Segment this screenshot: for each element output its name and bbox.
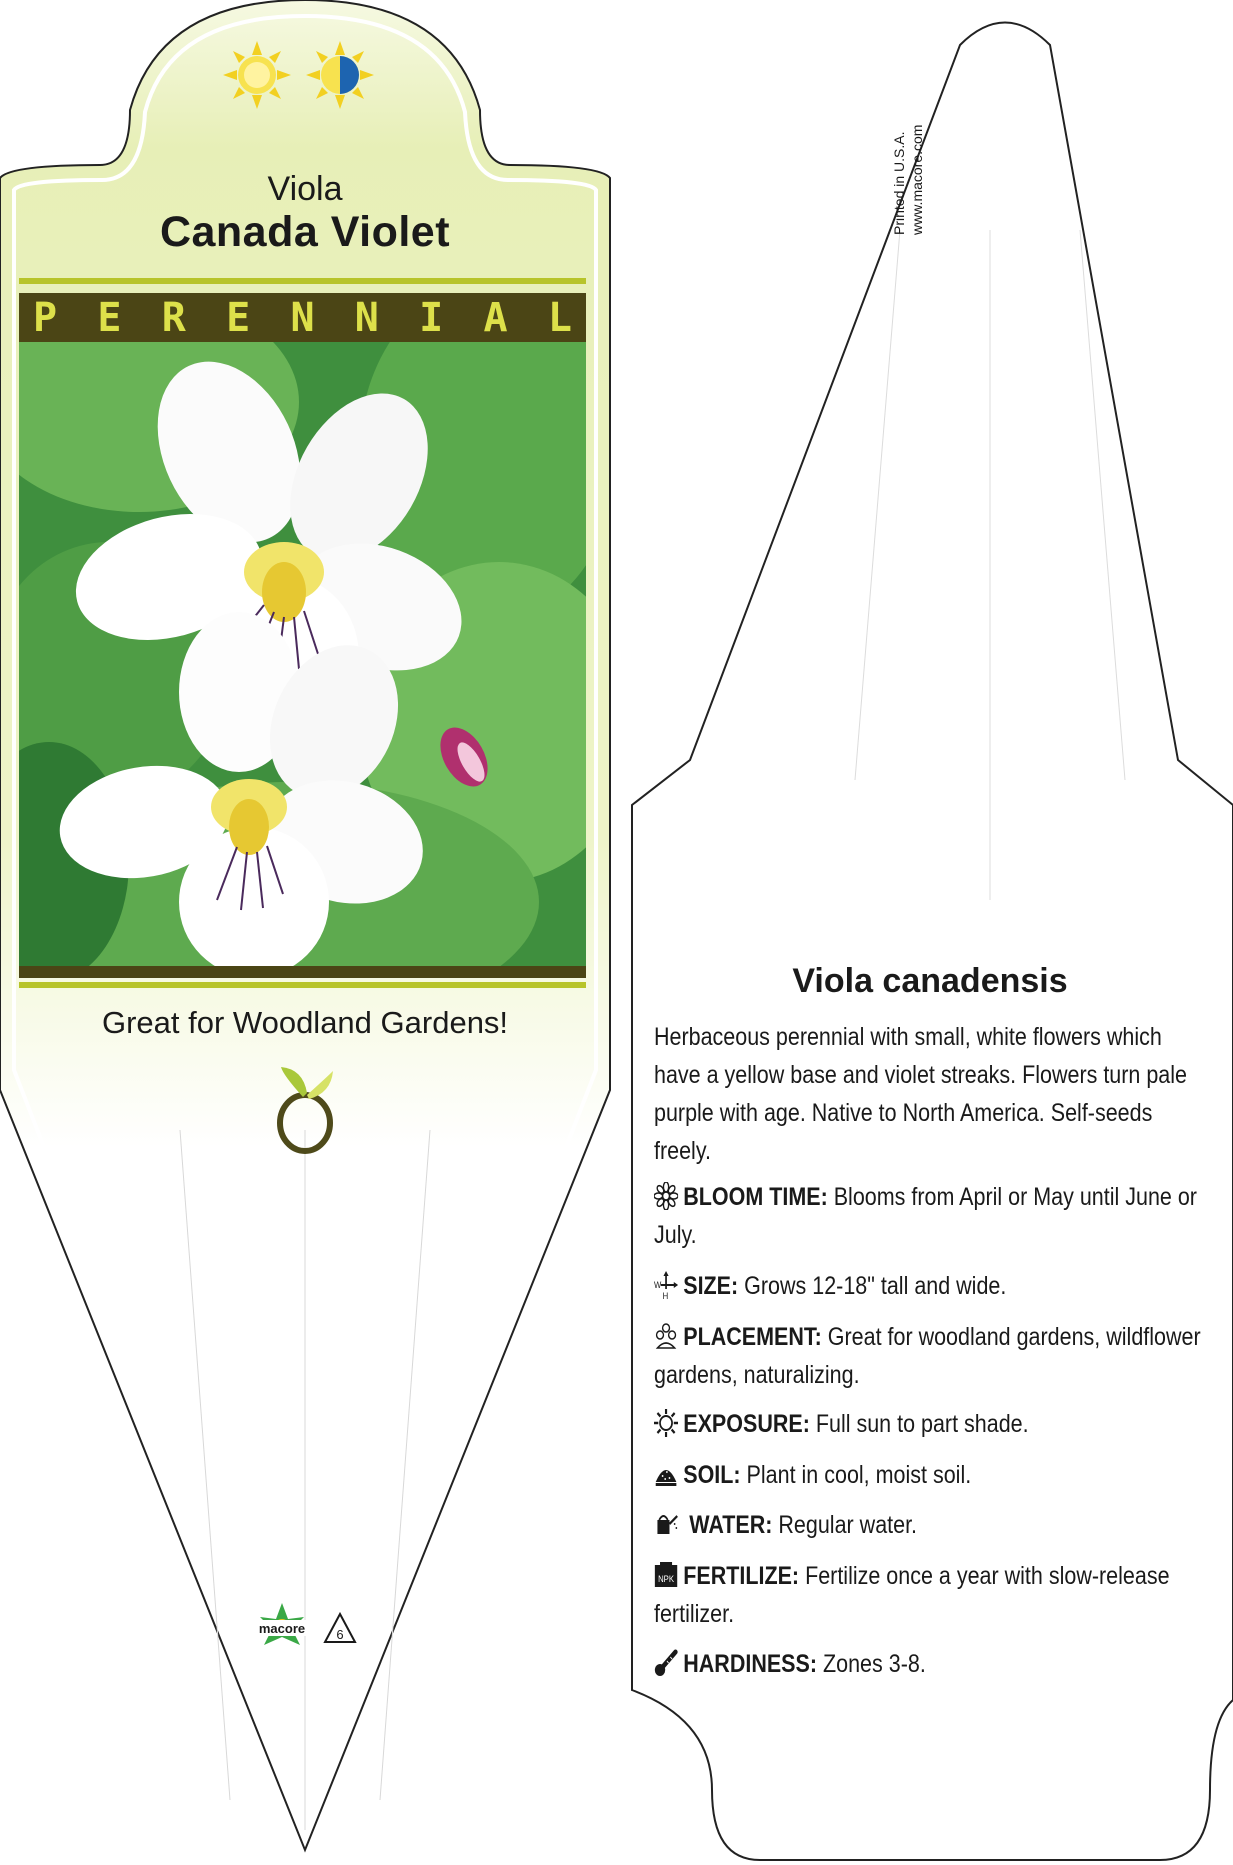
detail-soil [654, 1456, 1213, 1494]
scientific-name: Viola canadensis [792, 962, 1068, 1000]
detail-label: HARDINESS: [683, 1650, 818, 1678]
thermometer-icon [654, 1649, 678, 1677]
brand-text: macore [258, 1621, 306, 1636]
detail-hardiness [654, 1645, 1213, 1683]
printed-in: Printed in U.S.A. [891, 131, 907, 235]
recycle-icon [325, 1614, 355, 1642]
plant-photo [19, 342, 586, 966]
website: www.macore.com [909, 124, 925, 235]
macore-logo [240, 1600, 360, 1660]
band-letter: A [483, 294, 508, 341]
detail-label: PLACEMENT: [683, 1323, 822, 1351]
detail-size [654, 1267, 1213, 1305]
size-w-label: W [654, 1279, 662, 1291]
detail-text: Full sun to part shade. [809, 1410, 1029, 1438]
genus-name: Viola [267, 170, 343, 208]
detail-text: Great for woodland gardens, wildflower gardens, naturalizing. [654, 1323, 1201, 1389]
detail-text: Blooms from April or May until June or July. [654, 1183, 1197, 1249]
detail-label: WATER: [689, 1511, 773, 1539]
npk-icon [654, 1561, 678, 1589]
sun-outline-icon [654, 1409, 678, 1437]
detail-placement [654, 1318, 1213, 1394]
soil-icon [654, 1460, 678, 1488]
part-shade-icon [306, 41, 374, 109]
detail-text: Regular water. [772, 1511, 918, 1539]
detail-label: SOIL: [683, 1461, 741, 1489]
band-letter: E [226, 294, 251, 341]
detail-exposure [654, 1405, 1213, 1443]
npk-text: NPK [658, 1573, 674, 1585]
sun-icons [222, 40, 382, 110]
flower-icon [654, 1182, 678, 1210]
detail-label: BLOOM TIME: [683, 1183, 828, 1211]
detail-water [654, 1506, 1213, 1544]
category-band [19, 293, 586, 342]
detail-text: Fertilize once a year with slow-release fertilizer. [654, 1562, 1170, 1628]
band-letter: N [354, 294, 379, 341]
recycle-code: 6 [336, 1627, 344, 1642]
watering-can-icon [654, 1510, 678, 1538]
tagline: Great for Woodland Gardens! [101, 1005, 509, 1040]
band-letter: L [547, 294, 572, 341]
plant-description: Herbaceous perennial with small, white flowers which have a yellow base and violet streaks. Flowers turn pale purple with age. Native to North America. Self-seeds freely. [654, 1023, 1187, 1165]
band-letter: E [97, 294, 122, 341]
detail-label: EXPOSURE: [683, 1410, 810, 1438]
detail-fertilize [654, 1557, 1213, 1633]
full-sun-icon [223, 41, 291, 109]
size-icon [654, 1271, 678, 1299]
band-letter: I [419, 294, 444, 341]
detail-text: Plant in cool, moist soil. [740, 1461, 972, 1489]
detail-label: SIZE: [683, 1272, 739, 1300]
detail-bloom-time [654, 1178, 1213, 1254]
band-letter: P [33, 294, 58, 341]
common-name: Canada Violet [159, 208, 451, 256]
size-h-label: H [662, 1290, 669, 1299]
band-letter: R [161, 294, 186, 341]
detail-label: FERTILIZE: [683, 1562, 800, 1590]
placement-icon [654, 1322, 678, 1350]
printed-info [890, 55, 926, 235]
sprout-icon [265, 1065, 345, 1155]
detail-text: Zones 3-8. [817, 1650, 926, 1678]
detail-text: Grows 12-18" tall and wide. [738, 1272, 1007, 1300]
band-letter: N [290, 294, 315, 341]
